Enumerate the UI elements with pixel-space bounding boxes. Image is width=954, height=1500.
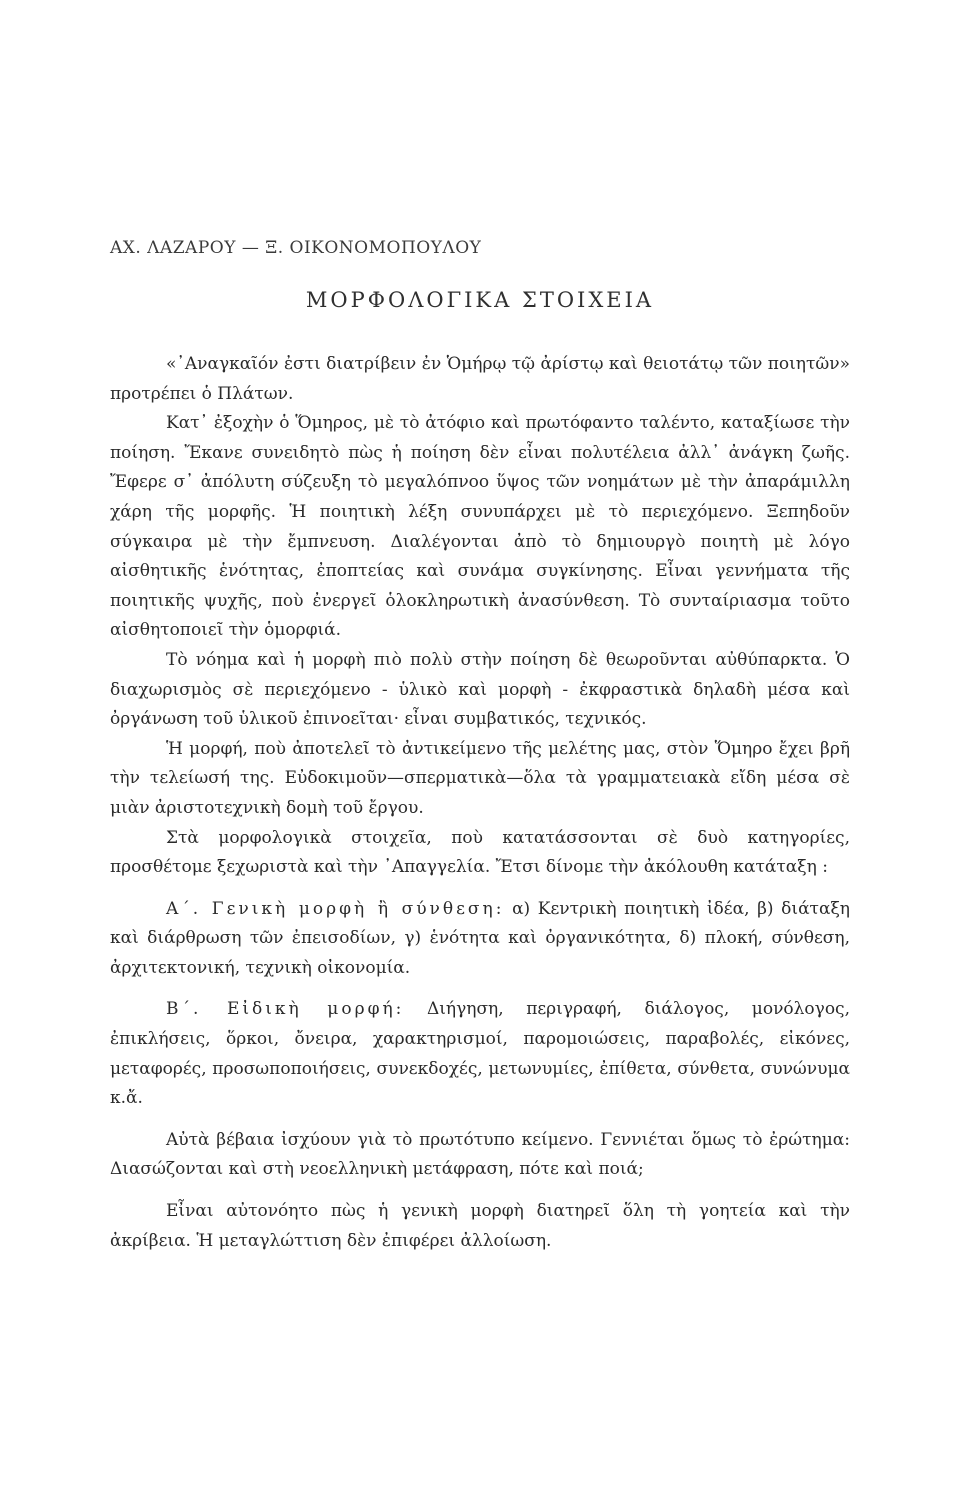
paragraph-5: Στὰ μορφολογικὰ στοιχεῖα, ποὺ κατατάσσονται σὲ δυὸ κατηγορίες, προσθέτομε ξεχωριστὰ καὶ τὴν ᾿Απαγγελία. Ἔτσι δίνομε τὴν ἀκόλουθη κατάταξη : [110, 827, 850, 878]
authors-header: ΑΧ. ΛΑΖΑΡΟΥ — Ξ. ΟΙΚΟΝΟΜΟΠΟΥΛΟΥ [110, 238, 482, 258]
specific-form-label: Β΄. Εἰδικὴ μορφή: [166, 999, 405, 1020]
paragraph-7 [110, 995, 850, 1113]
paragraph-3: Τὸ νόημα καὶ ἡ μορφὴ πιὸ πολὺ στὴν ποίηση δὲ θεωροῦνται αὐθύπαρκτα. Ὁ διαχωρισμὸς σὲ περιεχόμενο - ὑλικὸ καὶ μορφὴ - ἐκφραστικὰ δηλαδὴ μέσα καὶ ὀργάνωση τοῦ ὑλικοῦ ἐπινοεῖται· εἶναι συμβατικός, τεχνικός. [110, 649, 850, 730]
paragraph-8: Αὐτὰ βέβαια ἰσχύουν γιὰ τὸ πρωτότυπο κείμενο. Γεννιέται ὅμως τὸ ἐρώτημα: Διασώζονται καὶ στὴ νεοελληνικὴ μετάφραση, πότε καὶ ποιά; [110, 1129, 850, 1180]
article-title: ΜΟΡΦΟΛΟΓΙΚΑ ΣΤΟΙΧΕΙΑ [305, 288, 655, 312]
paragraph-1: «᾿Αναγκαῖόν ἐστι διατρίβειν ἐν Ὁμήρῳ τῷ ἀρίστῳ καὶ θειοτάτῳ τῶν ποιητῶν» προτρέπει ὁ Πλάτων. [110, 354, 850, 404]
page [110, 238, 850, 1256]
paragraph-9: Εἶναι αὐτονόητο πὼς ἡ γενικὴ μορφὴ διατηρεῖ ὅλη τὴ γοητεία καὶ τὴν ἀκρίβεια. Ἡ μεταγλώττιση δὲν ἐπιφέρει ἀλλοίωση. [110, 1201, 850, 1251]
paragraph-6 [110, 895, 850, 984]
paragraph-2: Κατ᾿ ἐξοχὴν ὁ Ὅμηρος, μὲ τὸ ἀτόφιο καὶ πρωτόφαντο ταλέντο, καταξίωσε τὴν ποίηση. Ἔκανε συνειδητὸ πὼς ἡ ποίηση δὲν εἶναι πολυτέλεια ἀλλ᾿ ἀνάγκη ζωῆς. Ἔφερε σ᾿ ἀπόλυτη σύζευξη τὸ μεγαλόπνοο ὕψος τῶν νοημάτων μὲ τὴν ἀπαράμιλλη χάρη τῆς μορφῆς. Ἡ ποιητικὴ λέξη συνυπάρχει μὲ τὸ περιεχόμενο. Ξεπηδοῦν σύγκαιρα μὲ τὴν ἔμπνευση. Διαλέγονται ἀπὸ τὸ δημιουργὸ ποιητὴ μὲ λόγο αἰσθητικῆς ἑνότητας, ἐποπτείας καὶ συνάμα συγκίνησης. Εἶναι γεννήματα τῆς ποιητικῆς ψυχῆς, ποὺ ἐνεργεῖ ὁλοκληρωτικὴ ἀνασύνθεση. Τὸ συνταίριασμα τοῦτο αἰσθητοποιεῖ τὴν ὁμορφιά. [110, 413, 850, 641]
specific-form-text: Διήγηση, περιγραφή, διάλογος, μονόλογος, ἐπικλήσεις, ὅρκοι, ὄνειρα, χαρακτηρισμοί, παρομοιώσεις, παραβολές, εἰκόνες, μεταφορές, προσωποποιήσεις, συνεκδοχές, μετωνυμίες, ἐπίθετα, σύνθετα, συνώνυμα κ.ἄ. [110, 999, 850, 1109]
general-form-label: Α΄. Γενικὴ μορφὴ ἢ σύνθεση: [166, 898, 505, 919]
general-form-text: α) Κεντρικὴ ποιητικὴ ἰδέα, β) διάταξη καὶ διάρθρωση τῶν ἐπεισοδίων, γ) ἑνότητα καὶ ὀργανικότητα, δ) πλοκή, σύνθεση, ἀρχιτεκτονική, τεχνικὴ οἰκονομία. [110, 898, 850, 978]
paragraph-4: Ἡ μορφή, ποὺ ἀποτελεῖ τὸ ἀντικείμενο τῆς μελέτης μας, στὸν Ὅμηρο ἔχει βρῆ τὴν τελείωσή της. Εὐδοκιμοῦν—σπερματικὰ—ὅλα τὰ γραμματειακὰ εἴδη μέσα σὲ μιὰν ἀριστοτεχνικὴ δομὴ τοῦ ἔργου. [110, 738, 850, 818]
